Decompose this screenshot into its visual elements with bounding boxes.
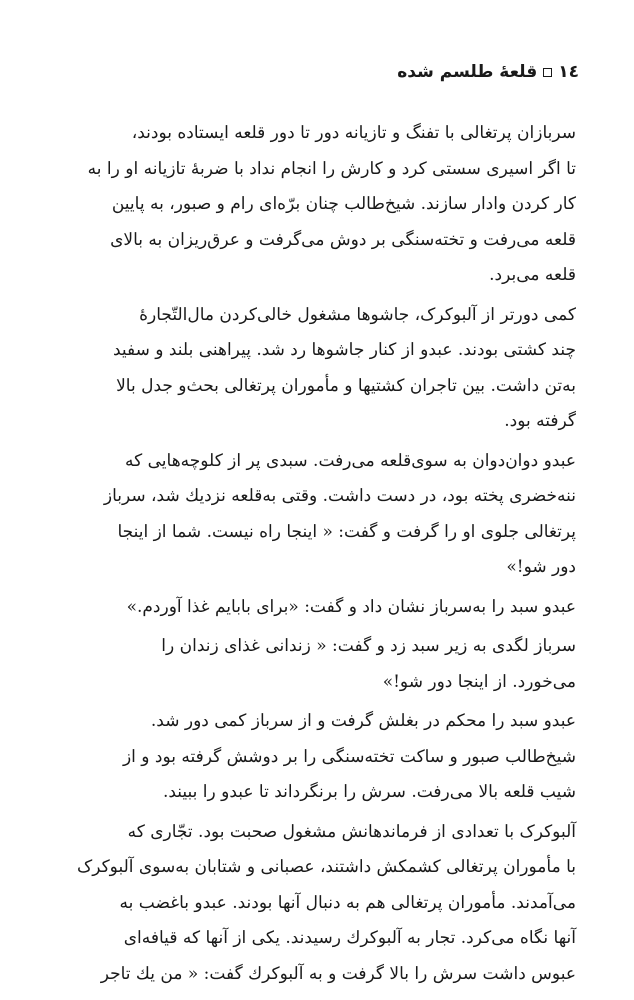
page-number: ١٤ xyxy=(558,62,579,82)
text-line: چند کشتی بودند. عبدو از کنار جاشوها رد شد. پیراهنی بلند و سفید xyxy=(112,340,576,360)
text-line: می‌خورد. از اینجا دور شو!» xyxy=(382,671,576,692)
text-line: قلعه می‌برد. xyxy=(489,265,576,285)
text-line: سربازان پرتغالی با تفنگ و تازیانه دور تا دور قلعه ایستاده بودند، xyxy=(131,123,576,143)
text-line: شیخ‌طالب صبور و ساکت تخته‌سنگی را بر دوشش گرفته بود و از xyxy=(122,746,576,767)
text-line: کار کردن وادار سازند. شیخ‌طالب چنان برّه‌ای رام و صبور، به پایین xyxy=(111,194,576,214)
text-line: به‌تن داشت. بین تاجران کشتیها و مأموران پرتغالی بحث‌و جدل بالا xyxy=(116,375,576,396)
text-line: شیب قلعه بالا می‌رفت. سرش را برنگرداند تا عبدو را ببیند. xyxy=(162,782,576,802)
text-line: آنها نگاه می‌کرد. تجار به آلبوکرك رسیدند. یکی از آنها که قیافه‌ای xyxy=(123,928,576,948)
text-line: عبوس داشت سرش را بالا گرفت و به آلبوکرك گفت: « من یك تاجر xyxy=(100,963,576,984)
page-header xyxy=(397,62,579,82)
text-line: گرفته بود. xyxy=(504,411,576,431)
paragraph xyxy=(95,629,576,700)
paragraph xyxy=(95,444,576,586)
paragraph xyxy=(87,116,576,294)
paragraph xyxy=(76,815,576,993)
text-line: عبدو دوان‌دوان به سوی‌قلعه می‌رفت. سبدی پر از کلوچه‌هایی که xyxy=(125,450,576,471)
text-line: ننه‌خضری پخته بود، در دست داشت. وقتی به‌قلعه نزدیك شد، سرباز xyxy=(103,486,576,506)
text-line: تا اگر اسیری سستی کرد و کارش را انجام نداد با ضربهٔ تازیانه او را به xyxy=(87,158,576,179)
text-line: پرتغالی جلوی او را گرفت و گفت: « اینجا راه نیست. شما از اینجا xyxy=(117,521,576,542)
paragraph xyxy=(95,590,576,626)
square-ornament-icon xyxy=(543,68,552,77)
text-line: دور شو!» xyxy=(506,557,576,577)
text-line: می‌آمدند. مأموران پرتغالی هم به دنبال آنها بودند. عبدو باغضب به xyxy=(119,892,576,913)
text-line: عبدو سبد را به‌سرباز نشان داد و گفت: «برای بابایم غذا آوردم.» xyxy=(126,596,576,617)
text-line: با مأموران پرتغالی کشمکش داشتند، عصبانی و شتابان به‌سوی آلبوکرک xyxy=(76,857,576,877)
text-line: عبدو سبد را محکم در بغلش گرفت و از سرباز کمی دور شد. xyxy=(150,711,576,731)
text-line: سرباز لگدی به زیر سبد زد و گفت: « زندانی غذای زندان را xyxy=(161,636,576,656)
paragraph xyxy=(95,704,576,811)
text-line: کمی دورتر از آلبوکرک، جاشوها مشغول خالی‌کردن مال‌التّجارهٔ xyxy=(139,304,576,325)
chapter-title: قلعهٔ طلسم شده xyxy=(397,62,538,82)
text-line: قلعه می‌رفت و تخته‌سنگی بر دوش می‌گرفت و عرق‌ریزان به بالای xyxy=(110,229,576,250)
text-line: آلبوکرک با تعدادی از فرماندهانش مشغول صحبت بود. تجّاری که xyxy=(127,821,576,842)
paragraph xyxy=(95,298,576,440)
body-text xyxy=(76,116,576,992)
